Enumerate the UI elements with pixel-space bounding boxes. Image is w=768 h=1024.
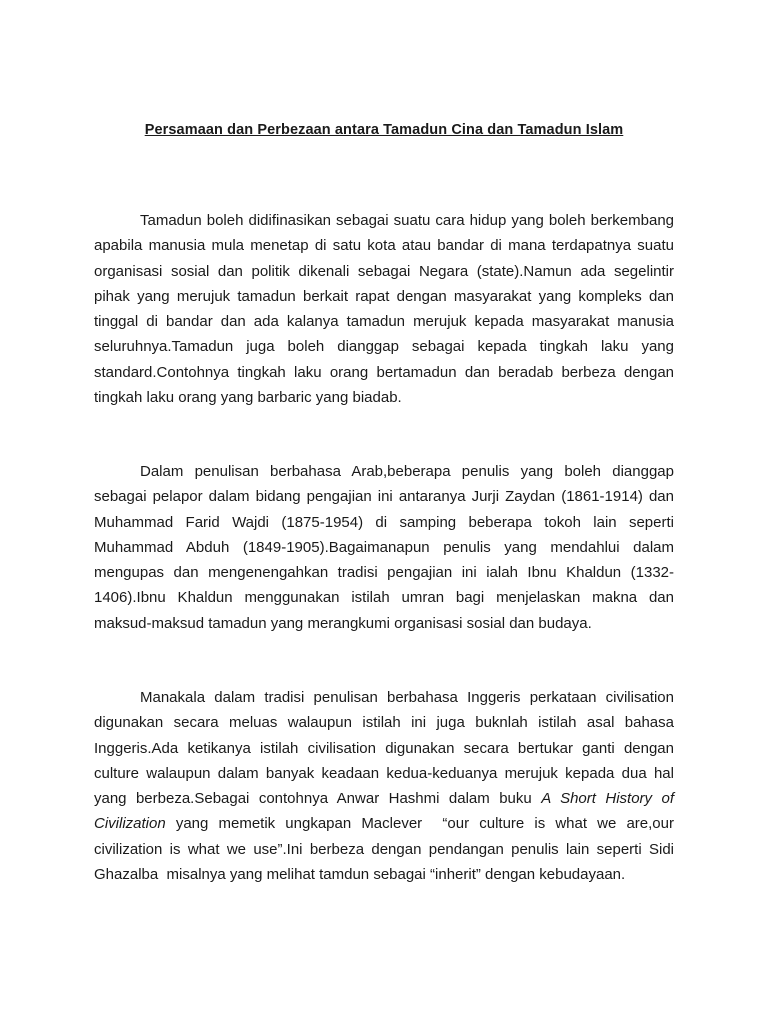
paragraph-3-part-2: yang memetik ungkapan Maclever “our culture is what we are,our civilization is what we use”.Ini berbeza dengan pendangan penulis lain seperti Sidi Ghazalba misalnya yang melihat tamdun sebagai “inherit” dengan kebudayaan. [94,815,674,884]
book-title: A Short History of Civilization [94,790,674,833]
paragraph-1: Tamadun boleh didifinasikan sebagai suatu cara hidup yang boleh berkembang apabila manusia mula menetap di satu kota atau bandar di mana terdapatnya suatu organisasi sosial dan politik dikenali sebagai Negara (state).Namun ada segelintir pihak yang merujuk tamadun berkait rapat dengan masyarakat yang kompleks dan tinggal di bandar dan ada kalanya tamadun merujuk kepada masyarakat manusia seluruhnya.Tamadun juga boleh dianggap sebagai kepada tingkah laku yang standard.Contohnya tingkah laku orang bertamadun dan beradab berbeza dengan tingkah laku orang yang barbaric yang biadab. [94,212,674,407]
paragraph-2: Dalam penulisan berbahasa Arab,beberapa penulis yang boleh dianggap sebagai pelapor dalam bidang pengajian ini antaranya Jurji Zaydan (1861-1914) dan Muhammad Farid Wajdi (1875-1954) di samping beberapa tokoh lain seperti Muhammad Abduh (1849-1905).Bagaimanapun penulis yang mendahlui dalam mengupas dan mengenengahkan tradisi pengajian ini ialah Ibnu Khaldun (1332-1406).Ibnu Khaldun menggunakan istilah umran bagi menjelaskan makna dan maksud-maksud tamadun yang merangkumi organisasi sosial dan budaya. [94,463,674,632]
paragraph-3 [94,685,674,887]
document-title: Persamaan dan Perbezaan antara Tamadun Cina dan Tamadun Islam [144,122,624,138]
paragraph-3-part-1: Manakala dalam tradisi penulisan berbahasa Inggeris perkataan civilisation digunakan secara meluas walaupun istilah ini juga buknlah istilah asal bahasa Inggeris.Ada ketikanya istilah civilisation digunakan secara bertukar ganti dengan culture walaupun dalam banyak keadaan kedua-keduanya merujuk kepada dua hal yang berbeza.Sebagai contohnya Anwar Hashmi dalam buku [94,689,674,808]
